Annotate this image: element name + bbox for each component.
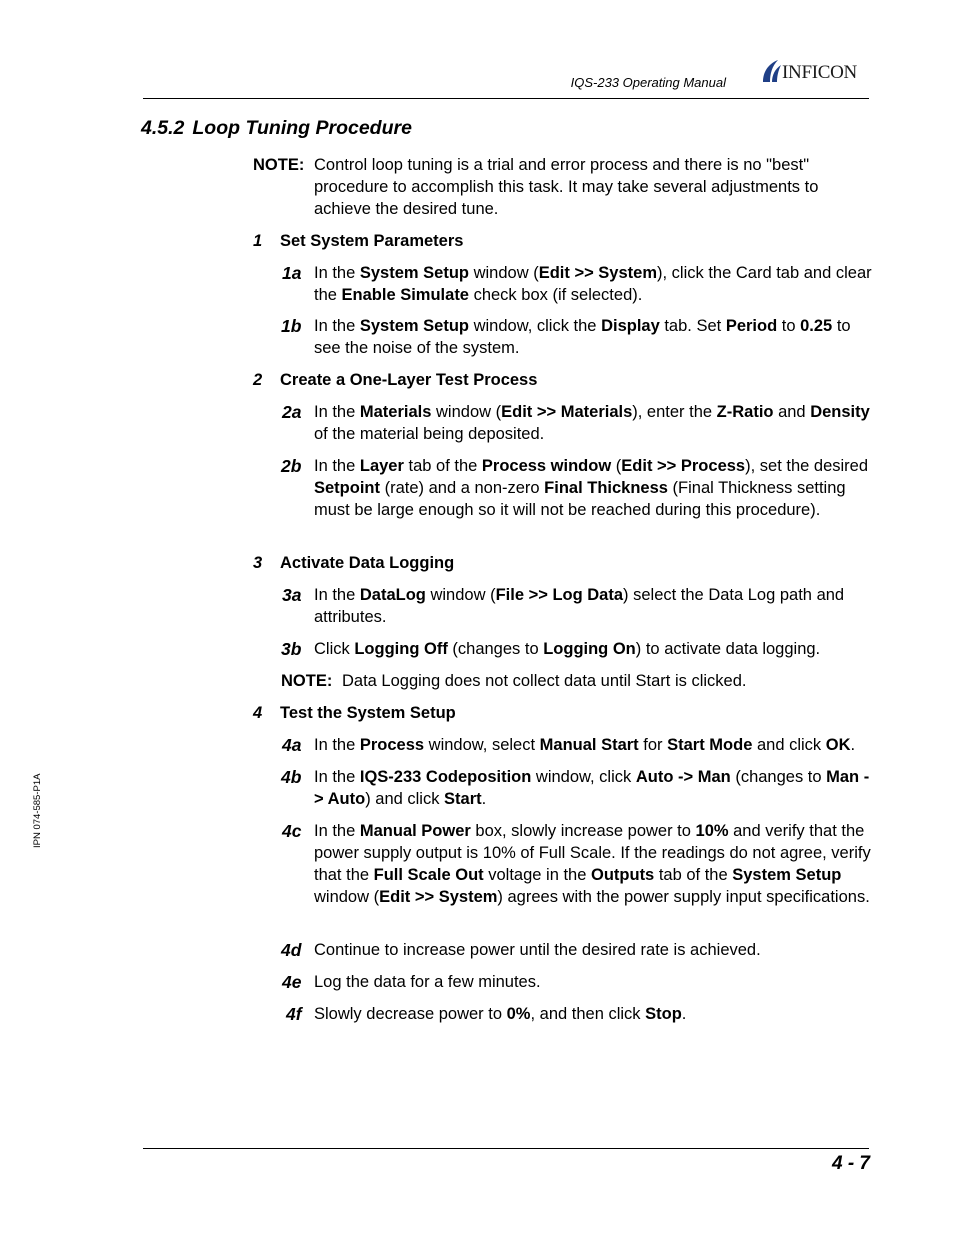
substep-number: 4b [281,767,302,787]
substep-text: In the IQS-233 Codeposition window, click Auto -> Man (changes to Man -> Auto) and click Start. [314,768,870,808]
substep-text: Slowly decrease power to 0%, and then click Stop. [314,1005,687,1023]
logo-wordmark: INFICON [782,62,857,83]
substep-text: In the Materials window (Edit >> Materials), enter the Z-Ratio and Density of the material being deposited. [314,403,870,443]
substep-text: Log the data for a few minutes. [314,973,541,991]
inficon-swoosh-icon [760,58,782,84]
substep-number: 2b [281,456,302,476]
substep-number: 4f [286,1004,302,1024]
step-title: Test the System Setup [280,704,456,722]
step-title: Create a One-Layer Test Process [280,371,538,389]
header-rule [143,98,869,99]
page-number: 4 - 7 [831,1153,870,1174]
substep-number: 4d [281,940,302,960]
substep-text: In the DataLog window (File >> Log Data) select the Data Log path and attributes. [314,586,845,626]
note-label: NOTE: [253,156,305,174]
substep-text: In the Manual Power box, slowly increase power to 10% and verify that the power supply output is 10% of Full Scale. If the readings do not agree, verify that the Full Scale Out voltage in the Outputs tab of the System Setup window (Edit >> System) agrees with the power supply input specifications. [314,822,871,906]
section-title: Loop Tuning Procedure [192,117,412,139]
step-number: 2 [253,371,263,389]
substep-text: In the Process window, select Manual Start for Start Mode and click OK. [314,736,856,754]
note-text: Data Logging does not collect data until Start is clicked. [342,672,747,690]
substep-number: 4e [282,972,302,992]
substep-text: Continue to increase power until the desired rate is achieved. [314,941,761,959]
substep-text: In the System Setup window (Edit >> System), click the Card tab and clear the Enable Simulate check box (if selected). [314,264,872,304]
step-title: Set System Parameters [280,232,464,250]
section-heading [141,117,412,140]
section-number: 4.5.2 [141,117,185,139]
substep-text: In the Layer tab of the Process window (Edit >> Process), set the desired Setpoint (rate) and a non-zero Final Thickness (Final Thickness setting must be large enough so it will not be reached during this procedure). [314,457,869,519]
inficon-logo [760,58,872,86]
footer-rule [143,1148,869,1149]
substep-number: 3b [281,639,302,659]
substep-number: 2a [282,402,302,422]
substep-number: 4a [282,735,302,755]
substep-text: Click Logging Off (changes to Logging On) to activate data logging. [314,640,821,658]
note-label: NOTE: [281,672,333,690]
substep-number: 1a [282,263,302,283]
manual-title: IQS-233 Operating Manual [570,75,726,90]
document-code: IPN 074-585-P1A [32,773,43,848]
substep-number: 4c [282,821,302,841]
step-number: 4 [253,704,263,722]
substep-number: 1b [281,316,302,336]
substep-text: In the System Setup window, click the Display tab. Set Period to 0.25 to see the noise of the system. [314,317,851,357]
substep-number: 3a [282,585,302,605]
note-text: Control loop tuning is a trial and error process and there is no "best" procedure to accomplish this task. It may take several adjustments to achieve the desired tune. [314,156,819,218]
step-number: 3 [253,554,263,572]
step-title: Activate Data Logging [280,554,455,572]
step-number: 1 [253,232,263,250]
